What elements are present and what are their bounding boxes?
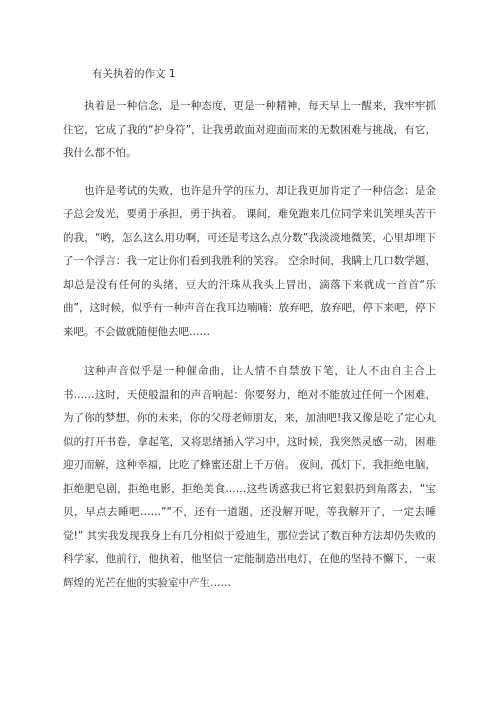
paragraph-1: 执着是一种信念，是一种态度，更是一种精神，每天早上一醒来，我牢牢抓住它，它成了我的“护身符”，让我勇敢面对迎面而来的无数困难与挑战，有它，我什么都不怕。 <box>63 100 436 159</box>
document-body <box>63 66 436 595</box>
document-title: 有关执着的作文 1 <box>92 68 176 80</box>
paragraph-3: 这种声音似乎是一种催命曲，让人情不自禁放下笔，让人不由自主合上书……这时，天使般温和的声音响起：你要努力，绝对不能放过任何一个困难，为了你的梦想，你的未来，你的父母老师朋友，来，加油吧!我又像是吃了定心丸似的打开书卷，拿起笔，又将思绪插入学习中，这时候，我突然灵感一动，困难迎刃而解，这种幸福，比吃了蜂蜜还甜上千万倍。 夜间，孤灯下，我拒绝电脑，拒绝肥皂剧，拒绝电影，拒绝美食……这些诱惑我已将它狠狠扔到角落去，“宝贝，早点去睡吧……”“不，还有一道题，还没解开呢，等我解开了，一定去睡觉!” 其实我发现我身上有几分相似于爱迪生，那位尝试了数百种方法却仍失败的科学家，他前行，他执着，他坚信一定能制造出电灯，在他的坚持不懈下，一束辉煌的光芒在他的实验室中产生…… <box>63 365 436 589</box>
paragraph-2: 也许是考试的失败，也许是升学的压力，却让我更加肯定了一种信念：是金子总会发光，要勇于承担，勇于执着。 课间，难免跑来几位同学来讥笑埋头苦干的我，“哟，怎么这么用功啊，可还是考这么点分数”我淡淡地微笑，心里却埋下了一个浮言：我一定让你们看到我胜利的笑容。 空余时间，我瞒上几口数学题，却总是没有任何的头绪，豆大的汗珠从我头上冒出，滴落下来就成一首首“乐曲”，这时候，似乎有一种声音在我耳边喃喃：放弃吧，放弃吧，停下来吧，停下来吧。不会做就随便他去吧…… <box>63 184 436 338</box>
